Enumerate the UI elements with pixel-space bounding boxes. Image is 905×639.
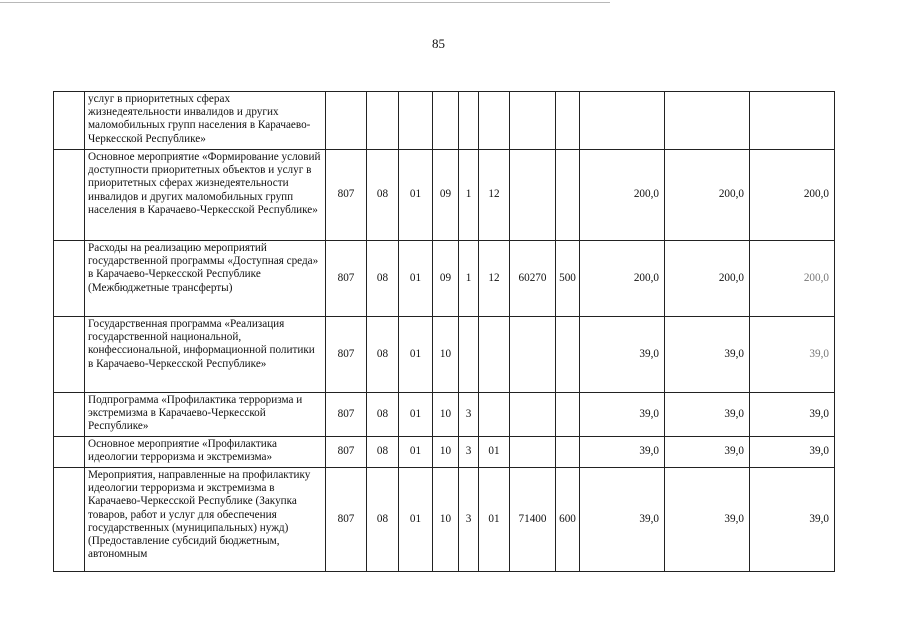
- subprogram-code-cell: 3: [459, 393, 479, 437]
- subsection-code-cell: 01: [399, 150, 433, 241]
- direction-code-cell: [510, 317, 556, 393]
- ministry-code-cell: [326, 92, 367, 150]
- expense-type-cell: [556, 317, 580, 393]
- amount-cell-3: 200,0: [750, 150, 835, 241]
- expense-type-cell: 600: [556, 468, 580, 572]
- table-row: [54, 468, 835, 572]
- amount-cell-3: 39,0: [750, 468, 835, 572]
- amount-cell-3: [750, 92, 835, 150]
- section-code-cell: 08: [367, 437, 399, 468]
- program-code-cell: 10: [433, 393, 459, 437]
- amount-cell-1: 200,0: [580, 241, 665, 317]
- section-code-cell: [367, 92, 399, 150]
- expense-type-cell: [556, 150, 580, 241]
- number-cell: [54, 150, 85, 241]
- expense-type-cell: [556, 437, 580, 468]
- subsection-code-cell: 01: [399, 393, 433, 437]
- ministry-code-cell: 807: [326, 393, 367, 437]
- amount-cell-1: 39,0: [580, 317, 665, 393]
- subprogram-code-cell: 3: [459, 468, 479, 572]
- subsection-code-cell: [399, 92, 433, 150]
- amount-cell-2: 200,0: [665, 241, 750, 317]
- amount-cell-3: 200,0: [750, 241, 835, 317]
- main-event-code-cell: 12: [479, 241, 510, 317]
- subsection-code-cell: 01: [399, 468, 433, 572]
- amount-cell-1: 39,0: [580, 468, 665, 572]
- amount-cell-2: 39,0: [665, 437, 750, 468]
- section-code-cell: 08: [367, 241, 399, 317]
- amount-cell-1: 39,0: [580, 437, 665, 468]
- number-cell: [54, 92, 85, 150]
- amount-cell-1: 39,0: [580, 393, 665, 437]
- main-event-code-cell: 01: [479, 437, 510, 468]
- subprogram-code-cell: 1: [459, 150, 479, 241]
- subsection-code-cell: 01: [399, 241, 433, 317]
- expense-type-cell: 500: [556, 241, 580, 317]
- amount-cell-2: 200,0: [665, 150, 750, 241]
- amount-cell-2: 39,0: [665, 468, 750, 572]
- program-code-cell: 10: [433, 437, 459, 468]
- budget-table: [53, 91, 835, 572]
- ministry-code-cell: 807: [326, 317, 367, 393]
- ministry-code-cell: 807: [326, 241, 367, 317]
- number-cell: [54, 393, 85, 437]
- direction-code-cell: [510, 150, 556, 241]
- number-cell: [54, 437, 85, 468]
- direction-code-cell: [510, 92, 556, 150]
- direction-code-cell: 60270: [510, 241, 556, 317]
- table-row: [54, 393, 835, 437]
- description-cell: Подпрограмма «Профилактика терроризма и экстремизма в Карачаево-Черкесской Республике»: [85, 393, 326, 437]
- expense-type-cell: [556, 92, 580, 150]
- description-cell: Основное мероприятие «Формирование условий доступности приоритетных объектов и услуг в приоритетных сферах жизнедеятельности инвалидов и других маломобильных групп населения в Карачаево-Черкесской Республике»: [85, 150, 326, 241]
- amount-cell-2: 39,0: [665, 317, 750, 393]
- main-event-code-cell: [479, 393, 510, 437]
- ministry-code-cell: 807: [326, 468, 367, 572]
- program-code-cell: [433, 92, 459, 150]
- main-event-code-cell: [479, 317, 510, 393]
- ministry-code-cell: 807: [326, 437, 367, 468]
- subsection-code-cell: 01: [399, 317, 433, 393]
- ministry-code-cell: 807: [326, 150, 367, 241]
- table-row: [54, 437, 835, 468]
- amount-cell-3: 39,0: [750, 393, 835, 437]
- program-code-cell: 10: [433, 468, 459, 572]
- table-row: [54, 150, 835, 241]
- subprogram-code-cell: 3: [459, 437, 479, 468]
- direction-code-cell: [510, 393, 556, 437]
- section-code-cell: 08: [367, 393, 399, 437]
- amount-cell-1: 200,0: [580, 150, 665, 241]
- description-cell: Государственная программа «Реализация государственной национальной, конфессиональной, информационной политики в Карачаево-Черкесской Республике»: [85, 317, 326, 393]
- top-rule: [0, 2, 610, 3]
- subprogram-code-cell: [459, 92, 479, 150]
- amount-cell-2: 39,0: [665, 393, 750, 437]
- subsection-code-cell: 01: [399, 437, 433, 468]
- main-event-code-cell: [479, 92, 510, 150]
- subprogram-code-cell: 1: [459, 241, 479, 317]
- main-event-code-cell: 01: [479, 468, 510, 572]
- table-row: [54, 241, 835, 317]
- direction-code-cell: 71400: [510, 468, 556, 572]
- program-code-cell: 10: [433, 317, 459, 393]
- section-code-cell: 08: [367, 150, 399, 241]
- description-cell: Расходы на реализацию мероприятий государственной программы «Доступная среда» в Карачаево-Черкесской Республике (Межбюджетные трансферты): [85, 241, 326, 317]
- amount-cell-3: 39,0: [750, 437, 835, 468]
- amount-cell-1: [580, 92, 665, 150]
- direction-code-cell: [510, 437, 556, 468]
- number-cell: [54, 241, 85, 317]
- description-cell: услуг в приоритетных сферах жизнедеятельности инвалидов и других маломобильных групп населения в Карачаево-Черкесской Республике»: [85, 92, 326, 150]
- table-row: [54, 317, 835, 393]
- page-number: 85: [432, 36, 445, 51]
- section-code-cell: 08: [367, 317, 399, 393]
- description-cell: Основное мероприятие «Профилактика идеологии терроризма и экстремизма»: [85, 437, 326, 468]
- number-cell: [54, 317, 85, 393]
- table-row: [54, 92, 835, 150]
- program-code-cell: 09: [433, 241, 459, 317]
- amount-cell-3: 39,0: [750, 317, 835, 393]
- main-event-code-cell: 12: [479, 150, 510, 241]
- number-cell: [54, 468, 85, 572]
- section-code-cell: 08: [367, 468, 399, 572]
- description-cell: Мероприятия, направленные на профилактику идеологии терроризма и экстремизма в Карачаево-Черкесской Республике (Закупка товаров, работ и услуг для обеспечения государственных (муниципальных) нужд) (Предоставление субсидий бюджетным, автономным: [85, 468, 326, 572]
- program-code-cell: 09: [433, 150, 459, 241]
- subprogram-code-cell: [459, 317, 479, 393]
- amount-cell-2: [665, 92, 750, 150]
- expense-type-cell: [556, 393, 580, 437]
